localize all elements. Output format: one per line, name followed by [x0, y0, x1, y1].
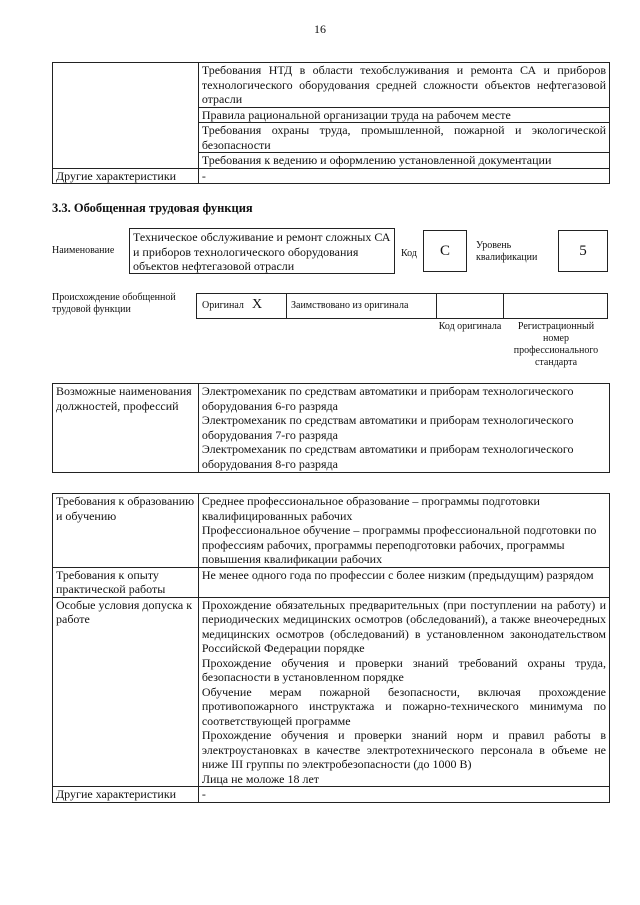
- origin-row: [196, 293, 608, 319]
- experience-value: Не менее одного года по профессии с более низким (предыдущим) разрядом: [198, 567, 609, 597]
- knowledge-item: Требования к ведению и оформлению установленной документации: [198, 153, 609, 169]
- condition-item: Обучение мерам пожарной безопасности, включая прохождение противопожарного инструктажа и пожарно-технического минимума по соответствующей программе: [201, 684, 606, 728]
- condition-item: Лица не моложе 18 лет: [201, 771, 320, 786]
- section-title: 3.3. Обобщенная трудовая функция: [52, 201, 253, 215]
- education-label: Требования к образованию и обучению: [53, 494, 199, 568]
- condition-item: Прохождение обязательных предварительных (при поступлении на работу) и периодических медицинских осмотров (обследований), а также внеочередных медицинских осмотров (обследований) в установленном законодательством Российской Федерации порядке: [201, 597, 606, 655]
- position-item: Электромеханик по средствам автоматики и приборам технологического оборудования 8-го разряда: [201, 442, 574, 471]
- other-characteristics-label: Другие характеристики: [53, 168, 199, 184]
- code-box: С: [423, 230, 467, 272]
- experience-label: Требования к опыту практической работы: [53, 567, 199, 597]
- qualification-level-label: Уровень квалификации: [476, 240, 538, 263]
- registration-caption: Регистрационный номер профессионального стандарта: [513, 321, 599, 368]
- knowledge-table: [52, 62, 610, 184]
- positions-table: [52, 383, 610, 473]
- knowledge-item: Требования НТД в области техобслуживания и ремонта СА и приборов технологического оборудования средней сложности объектов нефтегазовой отрасли: [198, 63, 609, 108]
- condition-item: Прохождение обучения и проверки знаний требований охраны труда, безопасности в установленном порядке: [201, 655, 606, 684]
- page-number: 16: [314, 22, 326, 36]
- qualification-level-box: 5: [558, 230, 608, 272]
- function-name-box: Техническое обслуживание и ремонт сложных СА и приборов технологического оборудования объектов нефтегазовой отрасли: [129, 228, 395, 274]
- name-label: Наименование: [52, 245, 115, 256]
- other-characteristics-value: -: [198, 787, 609, 803]
- other-characteristics-value: -: [198, 168, 609, 184]
- origin-label: Происхождение обобщенной трудовой функции: [52, 292, 176, 315]
- knowledge-item: Требования охраны труда, промышленной, пожарной и экологической безопасности: [198, 123, 609, 153]
- origin-code-cell: [436, 294, 504, 318]
- other-characteristics-label: Другие характеристики: [53, 787, 199, 803]
- requirements-table: [52, 493, 610, 803]
- education-item: Среднее профессиональное образование – программы подготовки квалифицированных рабочих: [201, 494, 540, 523]
- borrowed-label: Заимствовано из оригинала: [291, 300, 409, 311]
- code-label: Код: [401, 248, 417, 259]
- knowledge-item: Правила рациональной организации труда на рабочем месте: [198, 107, 609, 123]
- original-label: Оригинал: [202, 300, 244, 311]
- original-cell: [197, 294, 287, 318]
- position-item: Электромеханик по средствам автоматики и приборам технологического оборудования 7-го разряда: [201, 413, 574, 442]
- positions-label: Возможные наименования должностей, профессий: [53, 384, 199, 473]
- empty-cell: [53, 63, 199, 169]
- education-item: Профессиональное обучение – программы профессиональной подготовки по профессиям рабочих, программы переподготовки рабочих, программы повышения квалификации рабочих: [201, 523, 597, 566]
- position-item: Электромеханик по средствам автоматики и приборам технологического оборудования 6-го разряда: [201, 384, 574, 413]
- conditions-label: Особые условия допуска к работе: [53, 597, 199, 787]
- original-mark: Х: [252, 297, 263, 312]
- condition-item: Прохождение обучения и проверки знаний норм и правил работы в электроустановках в качестве электротехнического персонала в объеме не ниже III группы по электробезопасности (до 1000 В): [201, 728, 606, 771]
- code-caption: Код оригинала: [438, 321, 502, 332]
